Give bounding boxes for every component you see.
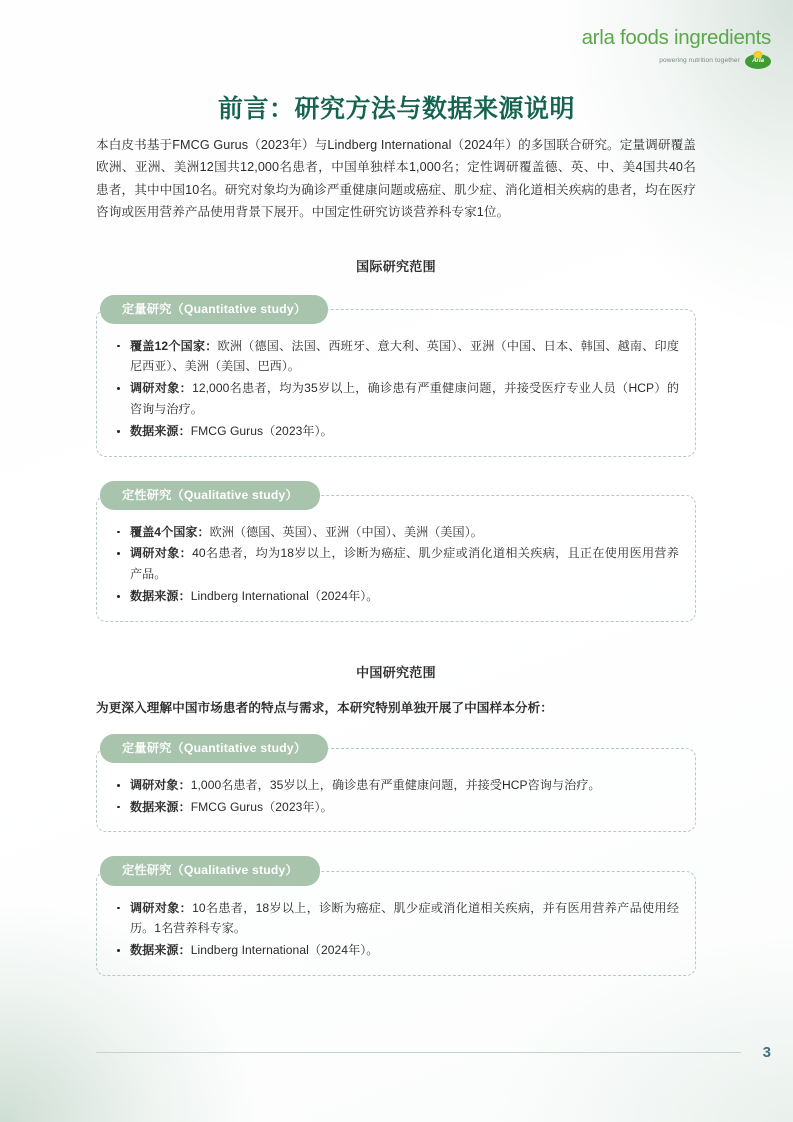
- study-detail-label: 覆盖12个国家：: [130, 338, 218, 353]
- sections-container: [96, 256, 696, 976]
- study-detail-label: 调研对象：: [130, 546, 193, 561]
- section-subtitle: 为更深入理解中国市场患者的特点与需求，本研究特别单独开展了中国样本分析：: [96, 700, 553, 715]
- study-detail-list: [113, 336, 679, 442]
- section-heading: 中国研究范围: [356, 664, 436, 680]
- study-section: [96, 256, 696, 622]
- study-detail-item: [113, 797, 679, 818]
- study-detail-list: [113, 522, 679, 607]
- intro-paragraph: 本白皮书基于FMCG Gurus（2023年）与Lindberg International（2024年）的多国联合研究。定量调研覆盖欧洲、亚洲、美洲12国共12,000名患者，中国单独样本1,000名；定性调研覆盖德、英、中、美4国共40名患者，其中中国10名。研究对象均为确诊严重健康问题或癌症、肌少症、消化道相关疾病的患者，均在医疗咨询或医用营养产品使用背景下展开。中国定性研究访谈营养科专家1位。: [96, 138, 696, 220]
- logo-subrow: [582, 54, 771, 69]
- study-detail-box: [96, 871, 696, 976]
- page-content: [96, 134, 696, 976]
- study-detail-item: [113, 421, 679, 442]
- study-detail-list: [113, 898, 679, 961]
- study-detail-value: 12,000名患者，均为35岁以上，确诊患有严重健康问题，并接受医疗专业人员（HCP）的咨询与治疗。: [130, 381, 679, 417]
- study-detail-item: [113, 336, 679, 378]
- arla-badge-icon: [745, 54, 771, 69]
- study-detail-box: [96, 495, 696, 622]
- study-type-badge: 定性研究（Qualitative study）: [100, 856, 320, 885]
- study-detail-label: 覆盖4个国家：: [130, 524, 210, 539]
- study-detail-label: 数据来源：: [130, 943, 191, 958]
- study-detail-value: 10名患者，18岁以上，诊断为癌症、肌少症或消化道相关疾病，并有医用营养产品使用经历。1名营养科专家。: [130, 900, 679, 936]
- study-detail-item: [113, 522, 679, 543]
- study-type-badge: 定性研究（Qualitative study）: [100, 481, 320, 510]
- study-detail-value: Lindberg International（2024年）。: [190, 943, 379, 958]
- logo-wordmark: arla foods ingredients: [581, 26, 771, 49]
- study-detail-item: [113, 775, 679, 796]
- study-detail-value: 欧洲（德国、英国）、亚洲（中国）、美洲（美国）。: [209, 524, 483, 539]
- page-title: 前言：研究方法与数据来源说明: [217, 94, 575, 123]
- study-block: [96, 734, 696, 833]
- study-detail-value: 欧洲（德国、法国、西班牙、意大利、英国）、亚洲（中国、日本、韩国、越南、印度尼西亚）、美洲（美国、巴西）。: [130, 338, 679, 374]
- arla-badge-label: Arla: [752, 57, 764, 65]
- study-detail-label: 数据来源：: [130, 589, 191, 604]
- study-detail-value: Lindberg International（2024年）。: [190, 589, 379, 604]
- study-detail-label: 数据来源：: [130, 423, 191, 438]
- study-detail-item: [113, 898, 679, 940]
- study-detail-value: FMCG Gurus（2023年）。: [190, 799, 333, 814]
- section-heading: 国际研究范围: [356, 258, 436, 274]
- study-block: [96, 481, 696, 622]
- sun-icon: [754, 51, 763, 58]
- study-block: [96, 295, 696, 457]
- study-detail-label: 调研对象：: [130, 777, 191, 792]
- study-type-badge: 定量研究（Quantitative study）: [100, 734, 328, 763]
- study-detail-item: [113, 543, 679, 585]
- study-detail-list: [113, 775, 679, 818]
- footer-divider: [96, 1052, 741, 1053]
- study-detail-label: 调研对象：: [130, 900, 193, 915]
- study-detail-item: [113, 378, 679, 420]
- logo-tagline: powering nutrition together: [659, 56, 740, 64]
- page-number: 3: [762, 1044, 771, 1061]
- study-detail-value: 40名患者，均为18岁以上，诊断为癌症、肌少症或消化道相关疾病，且正在使用医用营养产品。: [130, 546, 679, 582]
- study-section: [96, 662, 696, 976]
- study-detail-value: 1,000名患者，35岁以上，确诊患有严重健康问题，并接受HCP咨询与治疗。: [190, 777, 601, 792]
- arla-logo: [582, 28, 771, 69]
- study-detail-box: [96, 309, 696, 457]
- page-footer: [96, 1045, 771, 1060]
- study-detail-label: 调研对象：: [130, 381, 193, 396]
- study-detail-label: 数据来源：: [130, 799, 191, 814]
- study-block: [96, 856, 696, 975]
- study-detail-item: [113, 940, 679, 961]
- study-detail-item: [113, 586, 679, 607]
- study-detail-value: FMCG Gurus（2023年）。: [190, 423, 333, 438]
- study-type-badge: 定量研究（Quantitative study）: [100, 295, 328, 324]
